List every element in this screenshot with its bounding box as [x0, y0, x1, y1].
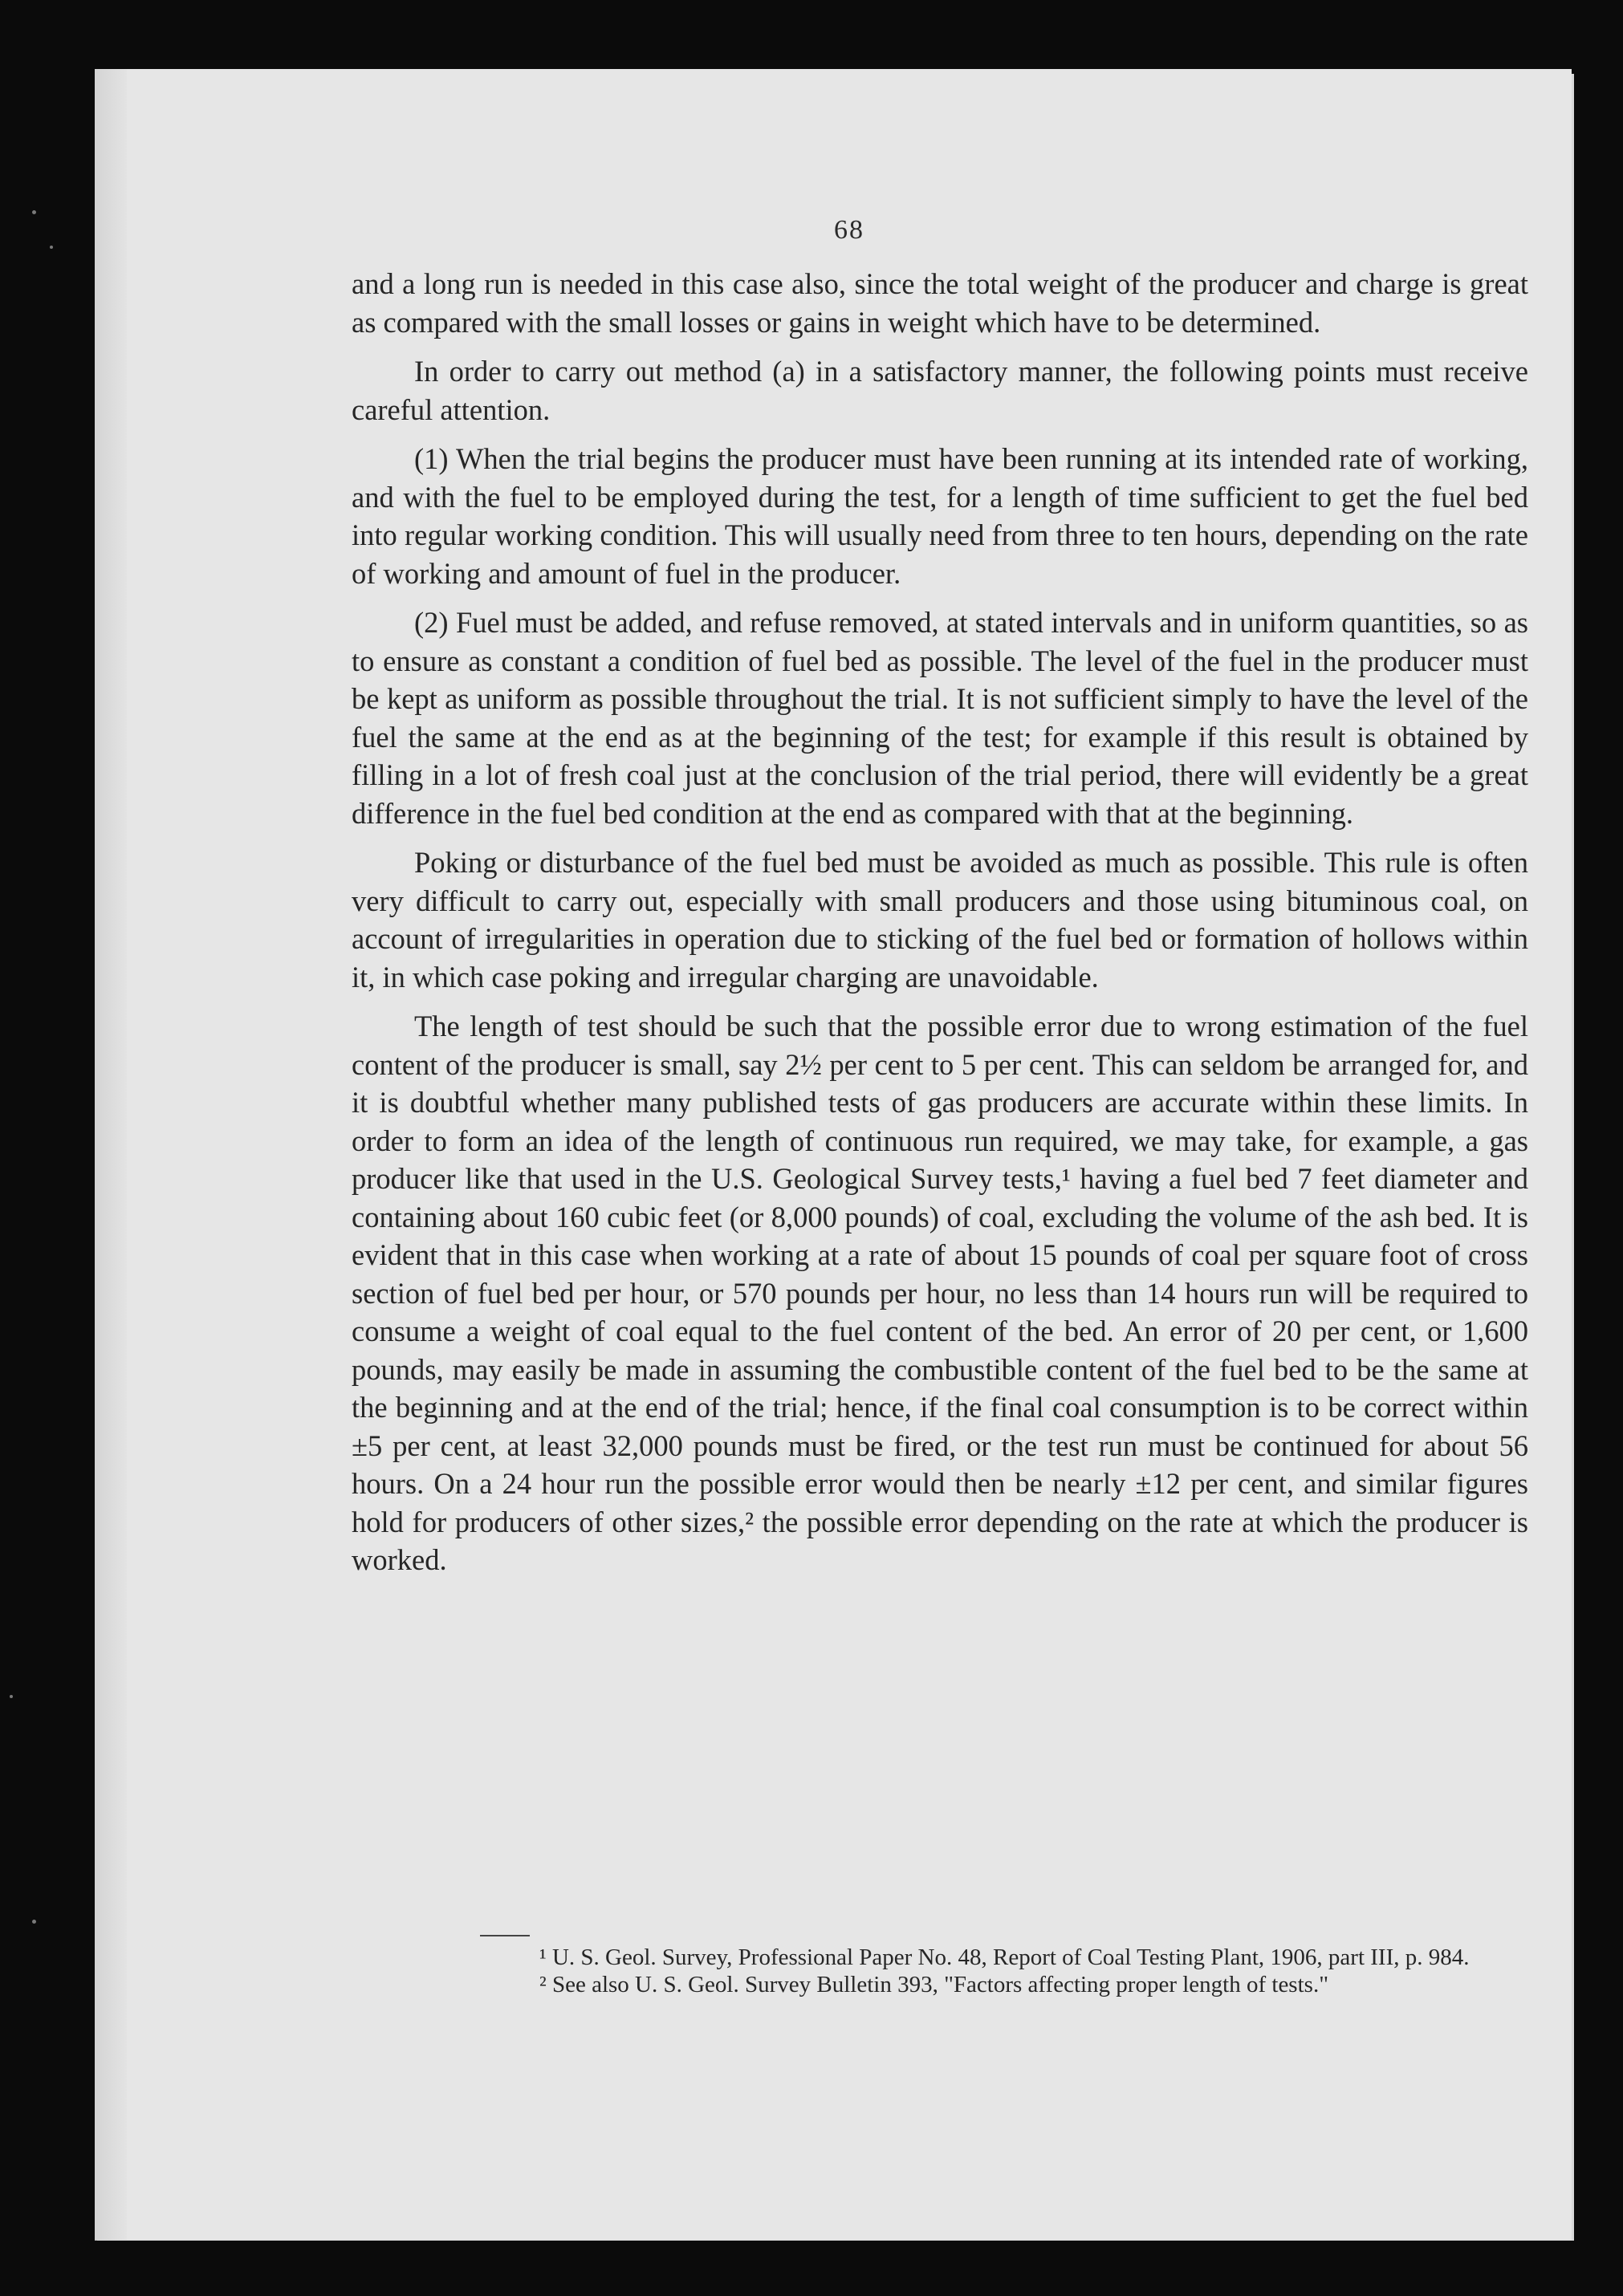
- scan-speck: [50, 246, 53, 249]
- scan-speck: [32, 1920, 36, 1924]
- paragraph-point-1: (1) When the trial begins the producer must have been running at its intended rate of working, and with the fuel to be employed during the test, for a length of time sufficient to get the fuel bed into regular working condition. This will usually need from three to ten hours, depending on the rate of working and amount of fuel in the producer.: [352, 442, 1528, 590]
- scan-speck: [32, 210, 36, 214]
- scan-speck: [10, 1695, 13, 1698]
- paragraph-length-of-test: The length of test should be such that the possible error due to wrong estimation of the fuel content of the producer is small, say 2½ per cent to 5 per cent. This can seldom be arranged for, and it is doubtful whether many published tests of gas producers are accurate within these limits. In order to form an idea of the length of continuous run required, we may take, for example, a gas producer like that used in the U.S. Geological Survey tests,¹ having a fuel bed 7 feet diameter and containing about 160 cubic feet (or 8,000 pounds) of coal, excluding the volume of the ash bed. It is evident that in this case when working at a rate of about 15 pounds of coal per square foot of cross section of fuel bed per hour, or 570 pounds per hour, no less than 14 hours run will be required to consume a weight of coal equal to the fuel content of the bed. An error of 20 per cent, or 1,600 pounds, may easily be made in assuming the combustible content of the fuel bed to be the same at the beginning and at the end of the trial; hence, if the final coal consumption is to be correct within ±5 per cent, at least 32,000 pounds must be fired, or the test run must be continued for about 56 hours. On a 24 hour run the possible error would then be nearly ±12 per cent, and similar figures hold for producers of other sizes,² the possible error depending on the rate at which the producer is worked.: [352, 1010, 1528, 1576]
- body-text: [352, 265, 1528, 1591]
- page-number: 68: [834, 215, 864, 245]
- paragraph-method-intro: In order to carry out method (a) in a satisfactory manner, the following points must receive careful attention.: [352, 355, 1528, 426]
- paragraph-poking: Poking or disturbance of the fuel bed must be avoided as much as possible. This rule is often very difficult to carry out, especially with small producers and those using bituminous coal, on account of irregularities in operation due to sticking of the fuel bed or formation of hollows within it, in which case poking and irregular charging are unavoidable.: [352, 846, 1528, 994]
- footnote-2: ² See also U. S. Geol. Survey Bulletin 393, "Factors affecting proper length of tests.": [539, 1972, 1329, 1997]
- footnote-divider: [480, 1935, 530, 1936]
- footnote-1: ¹ U. S. Geol. Survey, Professional Paper No. 48, Report of Coal Testing Plant, 1906, part III, p. 984.: [539, 1944, 1470, 1970]
- paragraph-continuation: and a long run is needed in this case also, since the total weight of the producer and charge is great as compared with the small losses or gains in weight which have to be determined.: [352, 267, 1528, 339]
- paragraph-point-2: (2) Fuel must be added, and refuse removed, at stated intervals and in uniform quantities, so as to ensure as constant a condition of fuel bed as possible. The level of the fuel in the producer must be kept as uniform as possible throughout the trial. It is not sufficient simply to have the level of the fuel the same at the end as at the beginning of the test; for example if this result is obtained by filling in a lot of fresh coal just at the conclusion of the trial period, there will evidently be a great difference in the fuel bed condition at the end as compared with that at the beginning.: [352, 606, 1528, 830]
- footnotes: [482, 1944, 1533, 1998]
